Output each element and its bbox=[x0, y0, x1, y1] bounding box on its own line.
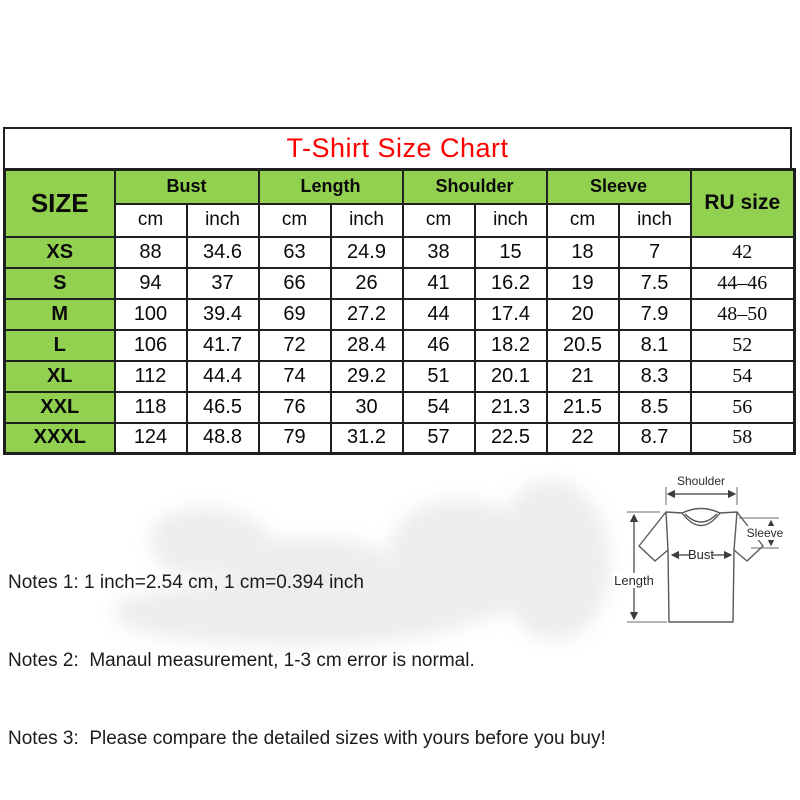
group-header-row bbox=[5, 170, 795, 204]
measurement-cell: 31.2 bbox=[331, 423, 403, 454]
measurement-cell: 44.4 bbox=[187, 361, 259, 392]
tshirt-outline bbox=[639, 512, 763, 622]
measurement-cell: 7.5 bbox=[619, 268, 691, 299]
note-line-1: Notes 1: 1 inch=2.54 cm, 1 cm=0.394 inch bbox=[8, 572, 364, 593]
measurement-cell: 124 bbox=[115, 423, 187, 454]
measurement-cell: 41.7 bbox=[187, 330, 259, 361]
measurement-cell: 8.1 bbox=[619, 330, 691, 361]
table-row bbox=[5, 423, 795, 454]
row-size-label: XL bbox=[5, 361, 115, 392]
bust-label: Bust bbox=[687, 547, 715, 562]
measurement-cell: 118 bbox=[115, 392, 187, 423]
measurement-cell: 74 bbox=[259, 361, 331, 392]
measurement-cell: 30 bbox=[331, 392, 403, 423]
measurement-cell: 79 bbox=[259, 423, 331, 454]
unit-header-cm: cm bbox=[115, 204, 187, 237]
unit-header-inch: inch bbox=[187, 204, 259, 237]
ru-size-cell: 44–46 bbox=[691, 268, 795, 299]
ru-size-cell: 52 bbox=[691, 330, 795, 361]
measurement-cell: 7 bbox=[619, 237, 691, 268]
measurement-cell: 51 bbox=[403, 361, 475, 392]
unit-header-cm: cm bbox=[547, 204, 619, 237]
measurement-cell: 41 bbox=[403, 268, 475, 299]
unit-header-cm: cm bbox=[259, 204, 331, 237]
row-size-label: S bbox=[5, 268, 115, 299]
size-chart-title-box bbox=[3, 127, 792, 170]
table-row bbox=[5, 361, 795, 392]
table-row bbox=[5, 237, 795, 268]
size-column-header: SIZE bbox=[5, 170, 115, 237]
measurement-cell: 28.4 bbox=[331, 330, 403, 361]
measurement-cell: 37 bbox=[187, 268, 259, 299]
measurement-cell: 112 bbox=[115, 361, 187, 392]
sleeve-group-header: Sleeve bbox=[547, 170, 691, 204]
measurement-cell: 66 bbox=[259, 268, 331, 299]
measurement-cell: 100 bbox=[115, 299, 187, 330]
measurement-cell: 106 bbox=[115, 330, 187, 361]
row-size-label: XXL bbox=[5, 392, 115, 423]
table-row bbox=[5, 392, 795, 423]
measurement-cell: 7.9 bbox=[619, 299, 691, 330]
measurement-cell: 8.5 bbox=[619, 392, 691, 423]
tshirt-seam-right bbox=[734, 512, 737, 550]
measurement-cell: 48.8 bbox=[187, 423, 259, 454]
ru-size-cell: 48–50 bbox=[691, 299, 795, 330]
ru-size-cell: 54 bbox=[691, 361, 795, 392]
measurement-cell: 39.4 bbox=[187, 299, 259, 330]
measurement-cell: 34.6 bbox=[187, 237, 259, 268]
row-size-label: L bbox=[5, 330, 115, 361]
size-table-body bbox=[5, 237, 795, 454]
ru-size-column-header: RU size bbox=[691, 170, 795, 237]
shoulder-label: Shoulder bbox=[676, 474, 726, 488]
measurement-cell: 21.5 bbox=[547, 392, 619, 423]
ru-size-cell: 56 bbox=[691, 392, 795, 423]
measurement-cell: 20.1 bbox=[475, 361, 547, 392]
measurement-cell: 72 bbox=[259, 330, 331, 361]
measurement-cell: 27.2 bbox=[331, 299, 403, 330]
unit-header-row bbox=[5, 204, 795, 237]
row-size-label: XS bbox=[5, 237, 115, 268]
sleeve-label: Sleeve bbox=[746, 526, 784, 540]
length-group-header: Length bbox=[259, 170, 403, 204]
row-size-label: XXXL bbox=[5, 423, 115, 454]
table-row bbox=[5, 299, 795, 330]
measurement-cell: 46.5 bbox=[187, 392, 259, 423]
measurement-cell: 24.9 bbox=[331, 237, 403, 268]
note-line-2: Notes 2: Manaul measurement, 1-3 cm error is normal. bbox=[8, 650, 475, 671]
measurement-cell: 63 bbox=[259, 237, 331, 268]
size-chart-table bbox=[3, 168, 796, 455]
measurement-cell: 22.5 bbox=[475, 423, 547, 454]
measurement-cell: 16.2 bbox=[475, 268, 547, 299]
measurement-cell: 57 bbox=[403, 423, 475, 454]
unit-header-inch: inch bbox=[619, 204, 691, 237]
measurement-cell: 29.2 bbox=[331, 361, 403, 392]
measurement-cell: 38 bbox=[403, 237, 475, 268]
ru-size-cell: 42 bbox=[691, 237, 795, 268]
row-size-label: M bbox=[5, 299, 115, 330]
measurement-cell: 8.7 bbox=[619, 423, 691, 454]
measurement-cell: 20 bbox=[547, 299, 619, 330]
table-row bbox=[5, 330, 795, 361]
measurement-cell: 76 bbox=[259, 392, 331, 423]
measurement-cell: 94 bbox=[115, 268, 187, 299]
table-row bbox=[5, 268, 795, 299]
measurement-cell: 26 bbox=[331, 268, 403, 299]
measurement-cell: 15 bbox=[475, 237, 547, 268]
unit-header-inch: inch bbox=[331, 204, 403, 237]
unit-header-cm: cm bbox=[403, 204, 475, 237]
measurement-cell: 54 bbox=[403, 392, 475, 423]
unit-header-inch: inch bbox=[475, 204, 547, 237]
measurement-cell: 46 bbox=[403, 330, 475, 361]
measurement-cell: 20.5 bbox=[547, 330, 619, 361]
measurement-cell: 88 bbox=[115, 237, 187, 268]
bust-group-header: Bust bbox=[115, 170, 259, 204]
measurement-cell: 21 bbox=[547, 361, 619, 392]
measurement-cell: 21.3 bbox=[475, 392, 547, 423]
ru-size-cell: 58 bbox=[691, 423, 795, 454]
notes-block bbox=[8, 518, 606, 778]
tshirt-seam-left bbox=[666, 512, 668, 550]
length-label: Length bbox=[614, 573, 654, 588]
tshirt-collar-back bbox=[682, 509, 720, 514]
measurement-cell: 22 bbox=[547, 423, 619, 454]
measurement-cell: 8.3 bbox=[619, 361, 691, 392]
measurement-cell: 69 bbox=[259, 299, 331, 330]
tshirt-measurement-diagram bbox=[598, 455, 798, 645]
shoulder-group-header: Shoulder bbox=[403, 170, 547, 204]
note-line-3: Notes 3: Please compare the detailed sizes with yours before you buy! bbox=[8, 728, 606, 749]
measurement-cell: 19 bbox=[547, 268, 619, 299]
measurement-cell: 18.2 bbox=[475, 330, 547, 361]
measurement-cell: 18 bbox=[547, 237, 619, 268]
measurement-cell: 17.4 bbox=[475, 299, 547, 330]
page-title: T-Shirt Size Chart bbox=[286, 133, 509, 163]
measurement-cell: 44 bbox=[403, 299, 475, 330]
